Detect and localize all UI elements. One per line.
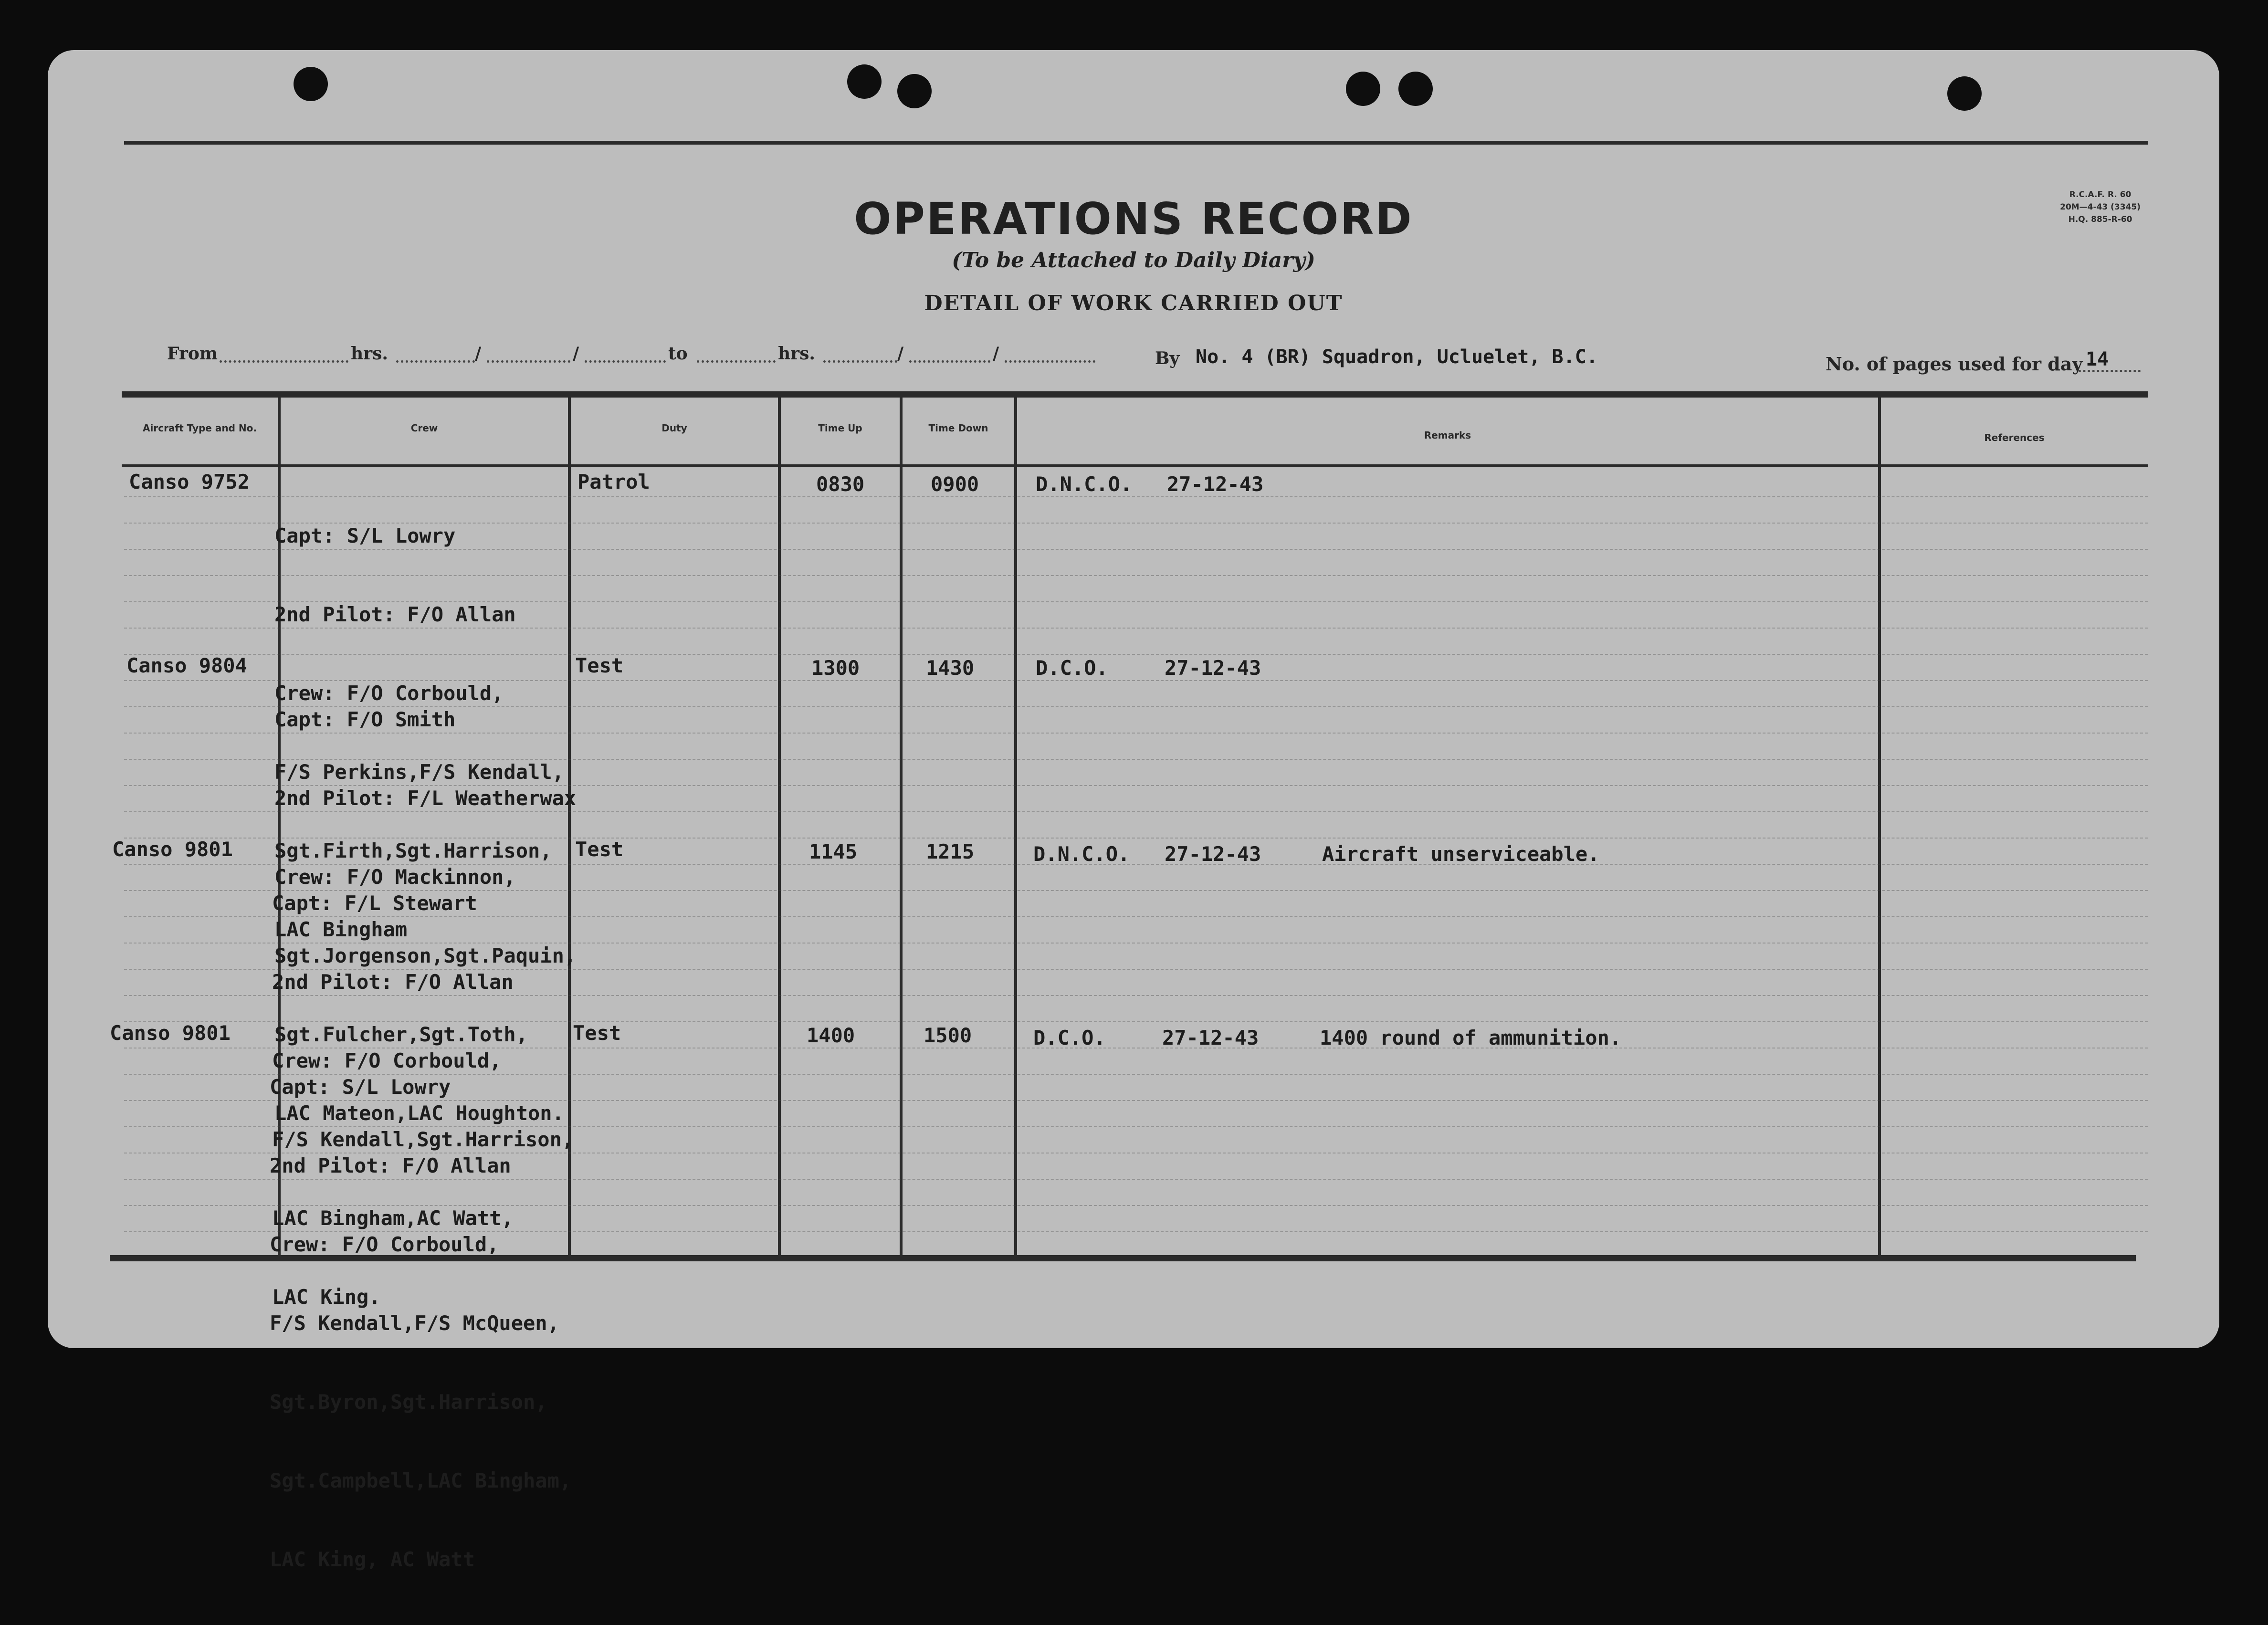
- form-number: R.C.A.F. R. 60 20M—4-43 (3345) H.Q. 885-R-60: [2060, 190, 2141, 224]
- slash: /: [475, 344, 482, 364]
- punch-hole: [1947, 76, 1982, 111]
- time-down-cell: 1500: [924, 1024, 972, 1047]
- column-header-time-down: Time Down: [928, 422, 988, 434]
- aircraft-cell: Canso 9804: [126, 654, 247, 677]
- crew-line: F/S Perkins,F/S Kendall,: [274, 760, 564, 784]
- crew-line: Sgt.Jorgenson,Sgt.Paquin,: [274, 944, 577, 967]
- punch-hole: [1398, 72, 1433, 106]
- remarks-date: 27-12-43: [1167, 472, 1264, 496]
- time-up-cell: 1145: [809, 840, 858, 863]
- crew-line: Capt: F/L Stewart: [272, 891, 477, 915]
- remarks-code: D.C.O.: [1036, 656, 1108, 680]
- crew-line: Crew: F/O Corbould,: [274, 681, 504, 705]
- crew-line: LAC King.: [272, 1285, 381, 1309]
- crew-cell: [270, 1021, 571, 1625]
- remarks-date: 27-12-43: [1162, 1026, 1259, 1049]
- crew-line: LAC Bingham,AC Watt,: [272, 1206, 514, 1230]
- crew-line: 2nd Pilot: F/O Allan: [274, 603, 516, 626]
- time-down-cell: 1215: [926, 840, 975, 863]
- remarks-code: D.N.C.O.: [1036, 472, 1133, 496]
- by-label: By: [1155, 348, 1180, 368]
- time-up-cell: 1400: [807, 1024, 855, 1047]
- from-label: From: [167, 344, 218, 364]
- remarks-date: 27-12-43: [1165, 656, 1261, 680]
- to-dotted-line: [697, 360, 776, 363]
- time-down-cell: 0900: [931, 472, 979, 496]
- slash: /: [573, 344, 579, 364]
- from-dotted-line: [396, 360, 475, 363]
- duty-cell: Test: [575, 838, 624, 861]
- remarks-code: D.N.C.O.: [1033, 842, 1130, 866]
- column-header-references: References: [1984, 432, 2045, 443]
- table-top-rule: [122, 391, 2148, 398]
- pages-value: 14: [2086, 348, 2109, 370]
- slash: /: [897, 344, 904, 364]
- crew-line: LAC King, AC Watt: [270, 1548, 475, 1571]
- crew-line: Crew: F/O Corbould,: [272, 1049, 502, 1072]
- crew-line: F/S Kendall,Sgt.Harrison,: [272, 1128, 574, 1151]
- crew-line: F/S Kendall,F/S McQueen,: [270, 1311, 559, 1335]
- remarks-code: D.C.O.: [1033, 1026, 1106, 1049]
- column-header-time-up: Time Up: [818, 422, 862, 434]
- crew-line: 2nd Pilot: F/O Allan: [270, 1154, 511, 1177]
- crew-line: Sgt.Campbell,LAC Bingham,: [270, 1469, 572, 1492]
- crew-line: Capt: S/L Lowry: [270, 1075, 451, 1099]
- crew-line: Capt: S/L Lowry: [274, 524, 456, 547]
- punch-hole: [897, 74, 932, 108]
- crew-line: 2nd Pilot: F/O Allan: [272, 970, 514, 994]
- from-dotted-line: [220, 360, 348, 363]
- hrs-label: hrs.: [351, 344, 388, 364]
- pages-dotted-line: [2079, 370, 2141, 372]
- crew-line: Capt: F/O Smith: [274, 708, 456, 731]
- column-header-remarks: Remarks: [1424, 430, 1471, 441]
- slash: /: [993, 344, 999, 364]
- aircraft-cell: Canso 9801: [112, 838, 233, 861]
- crew-line: LAC Mateon,LAC Houghton.: [274, 1101, 564, 1125]
- top-rule: [124, 141, 2148, 145]
- crew-line: Sgt.Fulcher,Sgt.Toth,: [274, 1023, 528, 1046]
- page-title: OPERATIONS RECORD: [854, 193, 1413, 244]
- header-rule: [122, 464, 2148, 467]
- crew-line: Crew: F/O Mackinnon,: [274, 865, 516, 889]
- punch-hole: [294, 67, 328, 101]
- crew-line: Sgt.Byron,Sgt.Harrison,: [270, 1390, 547, 1414]
- page-subtitle: (To be Attached to Daily Diary): [952, 248, 1315, 273]
- column-header-aircraft: Aircraft Type and No.: [143, 422, 257, 434]
- operations-record-card: [48, 50, 2219, 1571]
- duty-cell: Patrol: [578, 470, 650, 493]
- time-up-cell: 1300: [811, 656, 860, 680]
- from-dotted-line: [585, 360, 666, 363]
- crew-line: 2nd Pilot: F/L Weatherwax: [274, 786, 577, 810]
- aircraft-cell: Canso 9801: [110, 1021, 231, 1045]
- crew-line: Crew: F/O Corbould,: [270, 1233, 499, 1256]
- remarks-text: 1400 round of ammunition.: [1320, 1026, 1622, 1049]
- to-label: to: [668, 344, 688, 364]
- to-dotted-line: [1005, 360, 1095, 363]
- punch-hole: [847, 64, 882, 99]
- hrs-label: hrs.: [778, 344, 815, 364]
- pages-label: No. of pages used for day: [1826, 353, 2083, 375]
- crew-line: LAC Bingham: [274, 918, 408, 941]
- duty-cell: Test: [573, 1021, 621, 1045]
- remarks-date: 27-12-43: [1165, 842, 1261, 866]
- column-header-crew: Crew: [410, 422, 438, 434]
- remarks-text: Aircraft unserviceable.: [1322, 842, 1600, 866]
- time-up-cell: 0830: [816, 472, 865, 496]
- time-down-cell: 1430: [926, 656, 975, 680]
- duty-cell: Test: [575, 654, 624, 677]
- aircraft-cell: Canso 9752: [129, 470, 250, 493]
- to-dotted-line: [823, 360, 897, 363]
- from-dotted-line: [487, 360, 570, 363]
- unit-name: No. 4 (BR) Squadron, Ucluelet, B.C.: [1196, 346, 1598, 368]
- to-dotted-line: [909, 360, 990, 363]
- column-header-duty: Duty: [662, 422, 687, 434]
- crew-line: Sgt.Firth,Sgt.Harrison,: [274, 839, 552, 862]
- section-heading: DETAIL OF WORK CARRIED OUT: [924, 291, 1343, 315]
- punch-hole: [1346, 72, 1380, 106]
